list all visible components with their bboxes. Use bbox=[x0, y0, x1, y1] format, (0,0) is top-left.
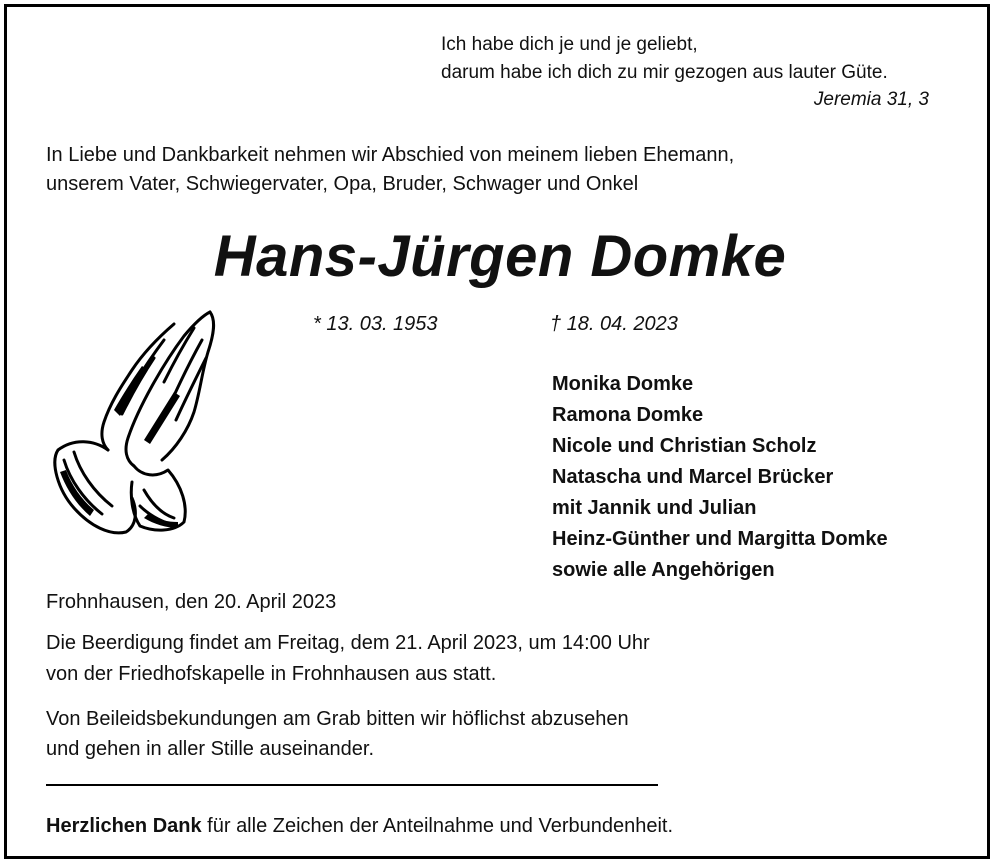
condolences-line-1: Von Beileidsbekundungen am Grab bitten wir höflichst abzusehen bbox=[46, 708, 629, 730]
family-list bbox=[552, 369, 888, 586]
thanks-bold: Herzlichen Dank bbox=[46, 815, 202, 837]
intro-line-1: In Liebe und Dankbarkeit nehmen wir Abschied von meinem lieben Ehemann, bbox=[46, 144, 735, 166]
funeral-line-2: von der Friedhofskapelle in Frohnhausen aus statt. bbox=[46, 663, 497, 685]
funeral-line-1: Die Beerdigung findet am Freitag, dem 21. April 2023, um 14:00 Uhr bbox=[46, 632, 650, 654]
family-member: Heinz-Günther und Margitta Domke bbox=[552, 528, 888, 550]
family-member: Ramona Domke bbox=[552, 404, 704, 426]
praying-hands-icon bbox=[44, 300, 224, 550]
verse-line-2: darum habe ich dich zu mir gezogen aus lauter Güte. bbox=[441, 62, 888, 83]
thanks-rest: für alle Zeichen der Anteilnahme und Verbundenheit. bbox=[201, 815, 674, 837]
birth-date: * 13. 03. 1953 bbox=[313, 313, 438, 335]
family-member: Nicole und Christian Scholz bbox=[552, 435, 817, 457]
family-member: mit Jannik und Julian bbox=[552, 497, 757, 519]
family-member: Natascha und Marcel Brücker bbox=[552, 466, 834, 488]
family-member: Monika Domke bbox=[552, 373, 694, 395]
family-member: sowie alle Angehörigen bbox=[552, 559, 775, 581]
divider-rule bbox=[46, 784, 658, 786]
deceased-name: Hans-Jürgen Domke bbox=[213, 224, 787, 289]
place-date: Frohnhausen, den 20. April 2023 bbox=[46, 591, 337, 613]
condolences-line-2: und gehen in aller Stille auseinander. bbox=[46, 738, 375, 760]
death-date: † 18. 04. 2023 bbox=[550, 313, 678, 335]
verse-reference: Jeremia 31, 3 bbox=[813, 89, 929, 110]
thanks-line bbox=[46, 814, 673, 838]
intro-line-2: unserem Vater, Schwiegervater, Opa, Bruder, Schwager und Onkel bbox=[46, 173, 639, 195]
verse-line-1: Ich habe dich je und je geliebt, bbox=[441, 34, 698, 55]
